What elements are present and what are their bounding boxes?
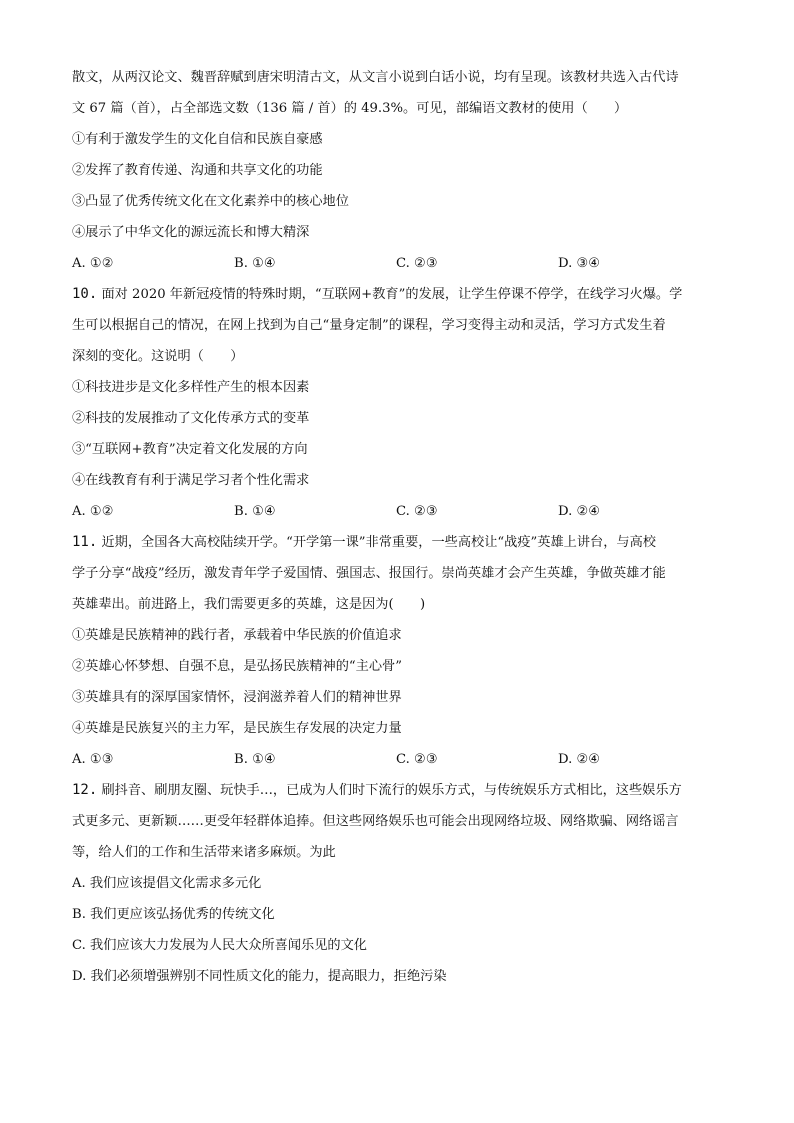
question-stem-line: 学子分享“战疫”经历，激发青年学子爱国情、强国志、报国行。崇尚英雄才会产生英雄，争做英雄才能: [72, 566, 666, 581]
option-c: C. ②③: [396, 504, 438, 519]
option-b: B. ①④: [234, 504, 276, 519]
choice-b: B. 我们更应该弘扬优秀的传统文化: [72, 907, 275, 922]
statement-2: ②英雄心怀梦想、自强不息，是弘扬民族精神的“主心骨”: [72, 659, 402, 674]
option-c: C. ②③: [396, 752, 438, 767]
question-11: [72, 527, 724, 775]
question-number: 11.: [72, 534, 98, 550]
option-d: D. ②④: [558, 752, 601, 767]
question-10: [72, 279, 724, 527]
option-a: A. ①②: [72, 504, 114, 519]
option-b: B. ①④: [234, 752, 276, 767]
answer-options: [72, 248, 724, 279]
question-stem-text: 面对 2020 年新冠疫情的特殊时期，“互联网+教育”的发展，让学生停课不停学，在线学习火爆。学: [97, 287, 683, 302]
statement-3: ③“互联网+教育”决定着文化发展的方向: [72, 442, 308, 457]
question-stem-line: [72, 279, 724, 310]
statement-2: ②发挥了教育传递、沟通和共享文化的功能: [72, 163, 323, 178]
option-c: C. ②③: [396, 256, 438, 271]
choice-a: A. 我们应该提倡文化需求多元化: [72, 876, 262, 891]
question-stem-text: 刷抖音、刷朋友圈、玩快手…，已成为人们时下流行的娱乐方式，与传统娱乐方式相比，这些娱乐方: [97, 783, 682, 798]
choice-d: D. 我们必须增强辨别不同性质文化的能力，提高眼力，拒绝污染: [72, 969, 447, 984]
answer-options: [72, 744, 724, 775]
question-stem-line: 式更多元、更新颖……更受年轻群体追捧。但这些网络娱乐也可能会出现网络垃圾、网络欺骗、网络谣言: [72, 814, 679, 829]
option-d: D. ③④: [558, 256, 601, 271]
question-stem-line: 生可以根据自己的情况，在网上找到为自己“量身定制”的课程，学习变得主动和灵活，学习方式发生着: [72, 318, 666, 333]
statement-3: ③凸显了优秀传统文化在文化素养中的核心地位: [72, 194, 349, 209]
question-stem-line: 英雄辈出。前进路上，我们需要更多的英雄，这是因为( ): [72, 597, 426, 612]
option-a: A. ①②: [72, 256, 114, 271]
question-stem-line: 散文，从两汉论文、魏晋辞赋到唐宋明清古文，从文言小说到白话小说，均有呈现。该教材共选入古代诗: [72, 70, 679, 85]
statement-2: ②科技的发展推动了文化传承方式的变革: [72, 411, 310, 426]
exam-page: [72, 62, 724, 992]
option-b: B. ①④: [234, 256, 276, 271]
question-stem-line: 文 67 篇（首），占全部选文数（136 篇 / 首）的 49.3%。可见，部编语文教材的使用（ ）: [72, 101, 628, 116]
statement-4: ④英雄是民族复兴的主力军，是民族生存发展的决定力量: [72, 721, 402, 736]
question-stem-text: 近期，全国各大高校陆续开学。“开学第一课”非常重要，一些高校让“战疫”英雄上讲台，与高校: [97, 535, 656, 550]
choice-c: C. 我们应该大力发展为人民大众所喜闻乐见的文化: [72, 938, 367, 953]
statement-4: ④展示了中华文化的源远流长和博大精深: [72, 225, 310, 240]
question-stem-line: [72, 527, 724, 558]
option-d: D. ②④: [558, 504, 601, 519]
statement-1: ①科技进步是文化多样性产生的根本因素: [72, 380, 310, 395]
question-number: 12.: [72, 782, 98, 798]
question-stem-line: 深刻的变化。这说明（ ）: [72, 349, 244, 364]
option-a: A. ①③: [72, 752, 114, 767]
question-stem-line: [72, 775, 724, 806]
answer-options: [72, 496, 724, 527]
question-stem-line: 等，给人们的工作和生活带来诸多麻烦。为此: [72, 845, 336, 860]
question-12: [72, 775, 724, 992]
statement-3: ③英雄具有的深厚国家情怀，浸润滋养着人们的精神世界: [72, 690, 402, 705]
question-number: 10.: [72, 286, 98, 302]
statement-1: ①英雄是民族精神的践行者，承载着中华民族的价值追求: [72, 628, 402, 643]
question-9: [72, 62, 724, 279]
statement-1: ①有利于激发学生的文化自信和民族自豪感: [72, 132, 323, 147]
statement-4: ④在线教育有利于满足学习者个性化需求: [72, 473, 310, 488]
